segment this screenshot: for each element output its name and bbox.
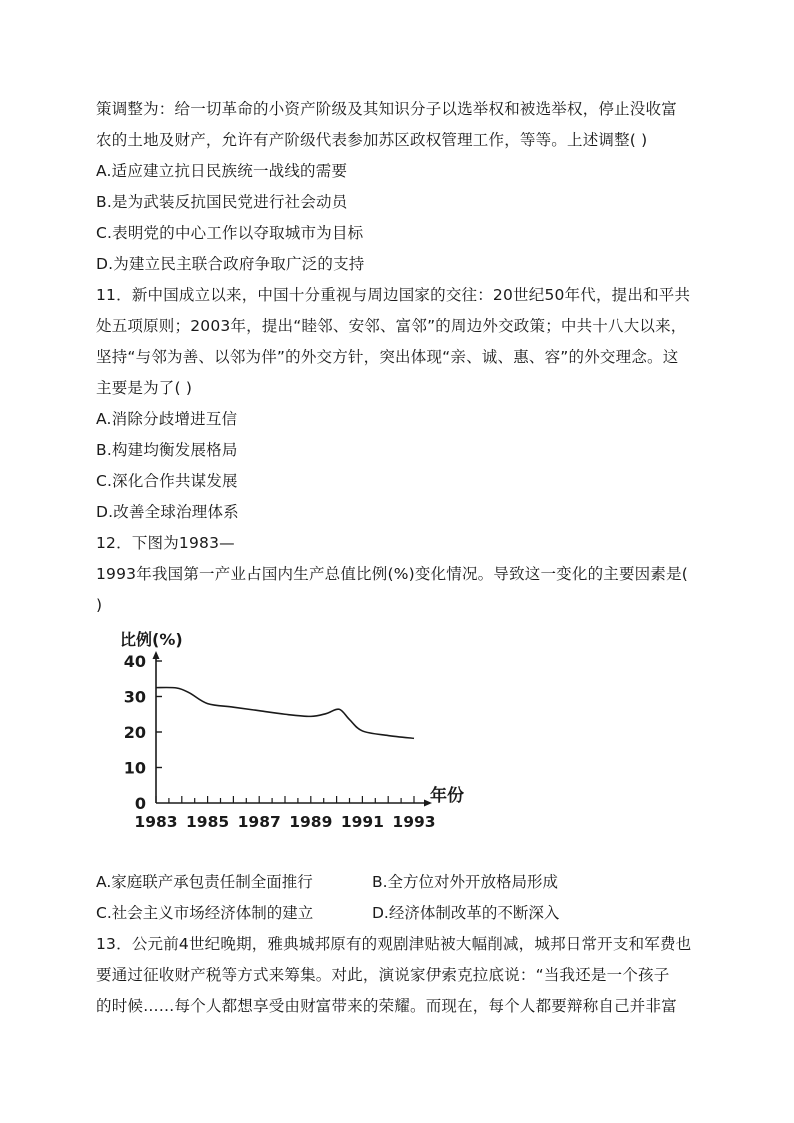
x-tick-label: 1987 [237, 813, 281, 831]
x-tick-label: 1993 [392, 813, 436, 831]
option-a: A.家庭联产承包责任制全面推行 [96, 873, 313, 891]
x-tick-label: 1985 [186, 813, 230, 831]
y-tick-label: 30 [123, 687, 146, 707]
x-tick-label: 1991 [340, 813, 384, 831]
question-text-line: 要通过征收财产税等方式来筹集。对此，演说家伊索克拉底说：“当我还是一个孩子 [96, 966, 670, 984]
question-12 [96, 528, 696, 929]
question-text-line: 坚持“与邻为善、以邻为伴”的外交方针，突出体现“亲、诚、惠、容”的外交理念。这 [96, 348, 679, 366]
question-11 [96, 280, 696, 528]
x-axis-title: 年份 [430, 786, 464, 806]
options-row-2 [96, 898, 696, 929]
chart-svg [96, 630, 464, 861]
question-text-line: 主要是为了( ) [96, 379, 193, 397]
option-a: A.适应建立抗日民族统一战线的需要 [96, 162, 348, 180]
option-c: C.社会主义市场经济体制的建立 [96, 904, 314, 922]
option-d: D.改善全球治理体系 [96, 503, 239, 521]
option-c: C.深化合作共谋发展 [96, 472, 238, 490]
question-text-line: 1993年我国第一产业占国内生产总值比例(%)变化情况。导致这一变化的主要因素是( [96, 565, 689, 583]
y-axis-arrow [153, 651, 160, 659]
line-chart [96, 630, 464, 861]
options-row-1 [96, 867, 696, 898]
series-line [156, 687, 414, 738]
question-text-line: 农的土地及财产，允许有产阶级代表参加苏区政权管理工作，等等。上述调整( ) [96, 131, 648, 149]
document-page [96, 94, 696, 1022]
option-b: B.构建均衡发展格局 [96, 441, 238, 459]
question-text-line: 12．下图为1983— [96, 534, 235, 552]
question-text-line: 处五项原则；2003年，提出“睦邻、安邻、富邻”的周边外交政策；中共十八大以来， [96, 317, 687, 335]
y-tick-label: 0 [134, 794, 146, 813]
y-axis-title: 比例(%) [120, 630, 183, 649]
option-b: B.是为武装反抗国民党进行社会动员 [96, 193, 348, 211]
question-10 [96, 94, 696, 280]
question-text-line: 11．新中国成立以来，中国十分重视与周边国家的交往：20世纪50年代，提出和平共 [96, 286, 691, 304]
question-text-line: 13．公元前4世纪晚期，雅典城邦原有的观剧津贴被大幅削减，城邦日常开支和军费也 [96, 935, 692, 953]
question-text-line: 策调整为：给一切革命的小资产阶级及其知识分子以选举权和被选举权，停止没收富 [96, 100, 677, 118]
option-a: A.消除分歧增进互信 [96, 410, 238, 428]
option-d: D.经济体制改革的不断深入 [372, 904, 560, 922]
question-13 [96, 929, 696, 1022]
y-tick-label: 10 [123, 758, 146, 778]
x-tick-label: 1989 [289, 813, 333, 831]
y-tick-label: 40 [123, 652, 146, 671]
option-d: D.为建立民主联合政府争取广泛的支持 [96, 255, 365, 273]
x-tick-label: 1983 [134, 813, 178, 831]
option-c: C.表明党的中心工作以夺取城市为目标 [96, 224, 364, 242]
option-b: B.全方位对外开放格局形成 [372, 873, 559, 891]
y-tick-label: 20 [123, 723, 146, 742]
question-text-line: ) [96, 596, 103, 614]
question-text-line: 的时候……每个人都想享受由财富带来的荣耀。而现在，每个人都要辩称自己并非富 [96, 997, 677, 1015]
